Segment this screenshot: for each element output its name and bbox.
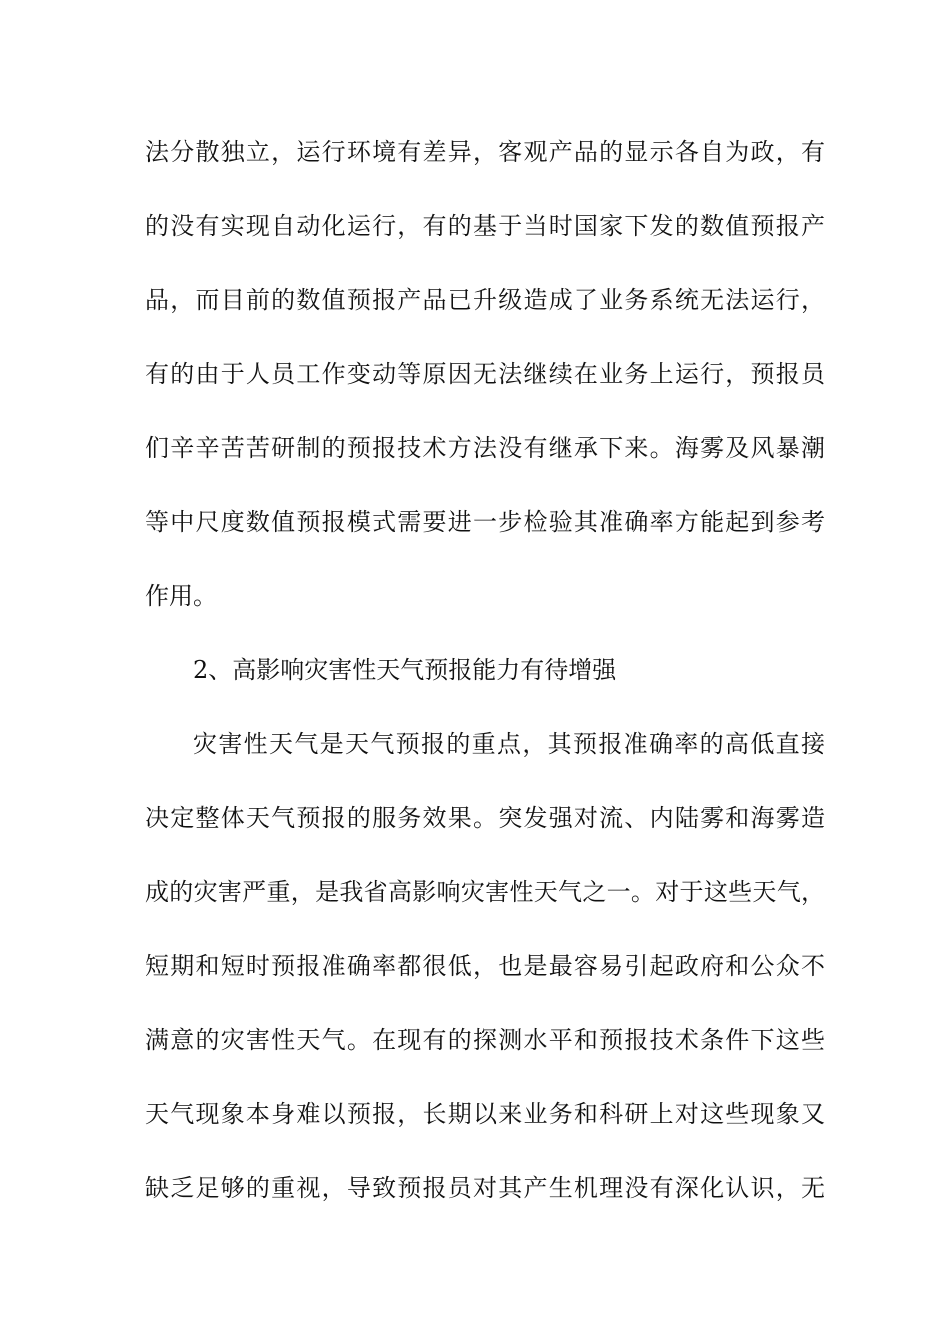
paragraph-2-line-1: 灾害性天气是天气预报的重点，其预报准确率的高低直接 [193,730,825,758]
paragraph-1-line-1: 法分散独立，运行环境有差异，客观产品的显示各自为政，有 [145,138,825,166]
paragraph-1-line-5: 们辛辛苦苦研制的预报技术方法没有继承下来。海雾及风暴潮 [145,434,825,462]
paragraph-2-line-7: 缺乏足够的重视，导致预报员对其产生机理没有深化认识，无 [145,1174,825,1202]
paragraph-2-line-4: 短期和短时预报准确率都很低，也是最容易引起政府和公众不 [145,952,825,980]
paragraph-1-line-7: 作用。 [145,582,217,610]
paragraph-1-line-6: 等中尺度数值预报模式需要进一步检验其准确率方能起到参考 [145,508,825,536]
paragraph-2-line-6: 天气现象本身难以预报，长期以来业务和科研上对这些现象又 [145,1100,825,1128]
paragraph-2-line-3: 成的灾害严重，是我省高影响灾害性天气之一。对于这些天气， [145,878,825,906]
paragraph-1-line-3: 品，而目前的数值预报产品已升级造成了业务系统无法运行， [145,286,825,314]
paragraph-2-line-5: 满意的灾害性天气。在现有的探测水平和预报技术条件下这些 [145,1026,825,1054]
paragraph-1-line-4: 有的由于人员工作变动等原因无法继续在业务上运行，预报员 [145,360,825,388]
section-heading: 2、高影响灾害性天气预报能力有待增强 [193,656,617,684]
paragraph-1-line-2: 的没有实现自动化运行，有的基于当时国家下发的数值预报产 [145,212,825,240]
paragraph-2-line-2: 决定整体天气预报的服务效果。突发强对流、内陆雾和海雾造 [145,804,825,832]
